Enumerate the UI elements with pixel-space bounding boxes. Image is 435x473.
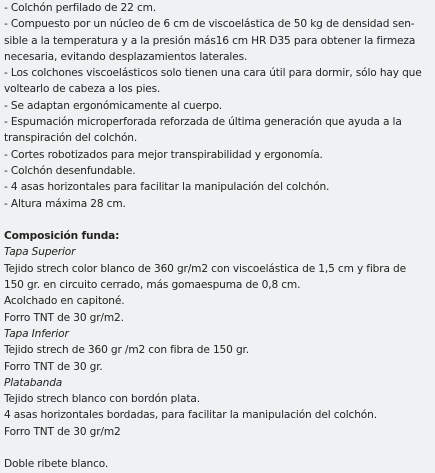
top-cover-line: Tejido strech color blanco de 360 gr/m2 con viscoelástica de 1,5 cm y fibra de [4, 262, 406, 275]
feature-line: necesaria, evitando desplazamientos laterales. [4, 50, 248, 63]
feature-line: sible a la temperatura y a la presión más16 cm HR D35 para obtener la firmeza [4, 34, 416, 47]
feature-line: transpiración del colchón. [4, 132, 138, 145]
composition-section [4, 228, 435, 440]
spacer [4, 440, 435, 456]
band-label: Platabanda [4, 376, 63, 389]
bottom-cover-line: Tejido strech de 360 gr /m2 con fibra de 150 gr. [4, 344, 249, 357]
composition-heading: Composición funda: [4, 230, 120, 243]
feature-line: - 4 asas horizontales para facilitar la manipulación del colchón. [4, 181, 330, 194]
feature-line: - Se adaptan ergonómicamente al cuerpo. [4, 99, 222, 112]
band-line: 4 asas horizontales bordadas, para facilitar la manipulación del colchón. [4, 409, 377, 422]
feature-line: - Altura máxima 28 cm. [4, 197, 126, 210]
top-cover-line: Forro TNT de 30 gr/m2. [4, 311, 124, 324]
feature-line: - Espumación microperforada reforzada de última generación que ayuda a la [4, 116, 402, 129]
feature-line: - Compuesto por un núcleo de 6 cm de viscoelástica de 50 kg de densidad sen- [4, 18, 415, 31]
feature-line: - Colchón desenfundable. [4, 164, 136, 177]
bottom-cover-line: Forro TNT de 30 gr. [4, 360, 103, 373]
feature-line: - Cortes robotizados para mejor transpirabilidad y ergonomía. [4, 148, 323, 161]
band-line: Forro TNT de 30 gr/m2 [4, 425, 121, 438]
feature-line: voltearlo de cabeza a los pies. [4, 83, 161, 96]
feature-line: - Los colchones viscoelásticos solo tienen una cara útil para dormir, sólo hay que [4, 67, 422, 80]
features-list [4, 0, 435, 212]
feature-line: - Colchón perfilado de 22 cm. [4, 2, 157, 14]
bottom-cover-label: Tapa Inferior [4, 327, 69, 340]
footer-note: Doble ribete blanco. [4, 458, 109, 471]
top-cover-label: Tapa Superior [4, 246, 76, 259]
top-cover-line: Acolchado en capitoné. [4, 295, 125, 308]
band-line: Tejido strech blanco con bordón plata. [4, 393, 200, 406]
top-cover-line: 150 gr. en circuito cerrado, más gomaespuma de 0,8 cm. [4, 279, 301, 292]
spacer [4, 212, 435, 228]
